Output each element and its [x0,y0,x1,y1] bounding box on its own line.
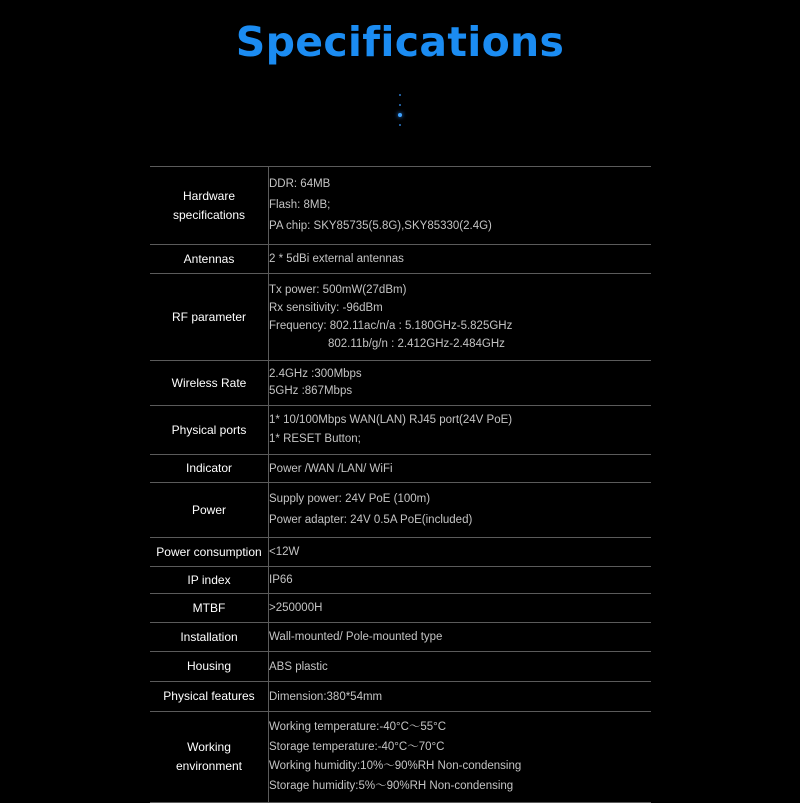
spec-row-antennas [150,245,651,274]
spec-value-line: 5GHz :867Mbps [269,385,353,397]
spec-label: Housing [150,652,269,682]
spec-value [269,623,652,652]
spec-value-line: Storage temperature:-40°C～70°C [269,740,445,753]
spec-label: Power [150,483,269,538]
spec-value [269,712,652,803]
spec-value-line: Dimension:380*54mm [269,690,383,703]
spec-value [269,361,652,406]
spec-value-line: Power adapter: 24V 0.5A PoE(included) [269,514,473,526]
spec-value-line: DDR: 64MB [269,178,331,190]
spec-value-line: Flash: 8MB; [269,199,331,211]
spec-label: Hardware specifications [150,167,269,245]
spec-value-line: 802.11b/g/n : 2.412GHz-2.484GHz [328,338,505,350]
spec-value [269,245,652,274]
spec-row-physical-features [150,682,651,712]
spec-value [269,167,652,245]
spec-value [269,682,652,712]
spec-value-line: 2 * 5dBi external antennas [269,253,404,265]
spec-value-line: Working temperature:-40°C～55°C [269,721,447,733]
spec-value-line: PA chip: SKY85735(5.8G),SKY85330(2.4G) [269,220,492,232]
spec-value [269,455,652,483]
spec-row-housing [150,652,651,682]
spec-value-line: 1* RESET Button; [269,433,361,445]
spec-label: Installation [150,623,269,652]
spec-label: Physical features [150,682,269,712]
spec-row-wireless-rate [150,361,651,406]
spec-row-rf-parameter [150,274,651,361]
spec-value-line: <12W [269,546,300,558]
spec-label: IP index [150,567,269,594]
divider-dot [399,124,401,126]
spec-value-line: 1* 10/100Mbps WAN(LAN) RJ45 port(24V PoE) [269,414,513,426]
spec-row-physical-ports [150,406,651,455]
spec-value-line: Wall-mounted/ Pole-mounted type [269,631,443,643]
spec-value-line: Supply power: 24V PoE (100m) [269,493,431,505]
spec-value-line: Storage humidity:5%～90%RH Non-condensing [269,779,514,792]
spec-value [269,567,652,594]
spec-row-working-environment [150,712,651,803]
spec-label: MTBF [150,594,269,623]
divider-dot [399,104,401,106]
spec-label: Wireless Rate [150,361,269,406]
spec-row-installation [150,623,651,652]
spec-value-line: ABS plastic [269,660,328,673]
spec-row-hardware [150,167,651,245]
spec-label: Physical ports [150,406,269,455]
specifications-table [150,166,651,803]
spec-value [269,274,652,361]
divider-dot-highlight [398,113,402,117]
spec-label: Power consumption [150,538,269,567]
spec-row-ip-index [150,567,651,594]
spec-value [269,652,652,682]
spec-row-power-consumption [150,538,651,567]
spec-value [269,538,652,567]
spec-value-line: Rx sensitivity: -96dBm [269,302,383,314]
spec-value-line: Power /WAN /LAN/ WiFi [269,462,393,475]
spec-value [269,406,652,455]
spec-value-line: >250000H [269,602,323,614]
spec-label: Antennas [150,245,269,274]
spec-value-line: IP66 [269,574,293,586]
spec-label: Working environment [150,712,269,803]
spec-value [269,483,652,538]
page-title: Specifications [235,18,565,66]
spec-value-line: Frequency: 802.11ac/n/a : 5.180GHz-5.825GHz [269,320,513,332]
spec-row-power [150,483,651,538]
spec-value-line: 2.4GHz :300Mbps [269,368,362,380]
spec-row-indicator [150,455,651,483]
spec-value-line: Working humidity:10%～90%RH Non-condensing [269,760,522,772]
spec-value-line: Tx power: 500mW(27dBm) [269,284,407,296]
spec-label: RF parameter [150,274,269,361]
spec-value [269,594,652,623]
divider-dot [399,94,401,96]
section-divider-dots [397,94,403,134]
spec-row-mtbf [150,594,651,623]
spec-label: Indicator [150,455,269,483]
